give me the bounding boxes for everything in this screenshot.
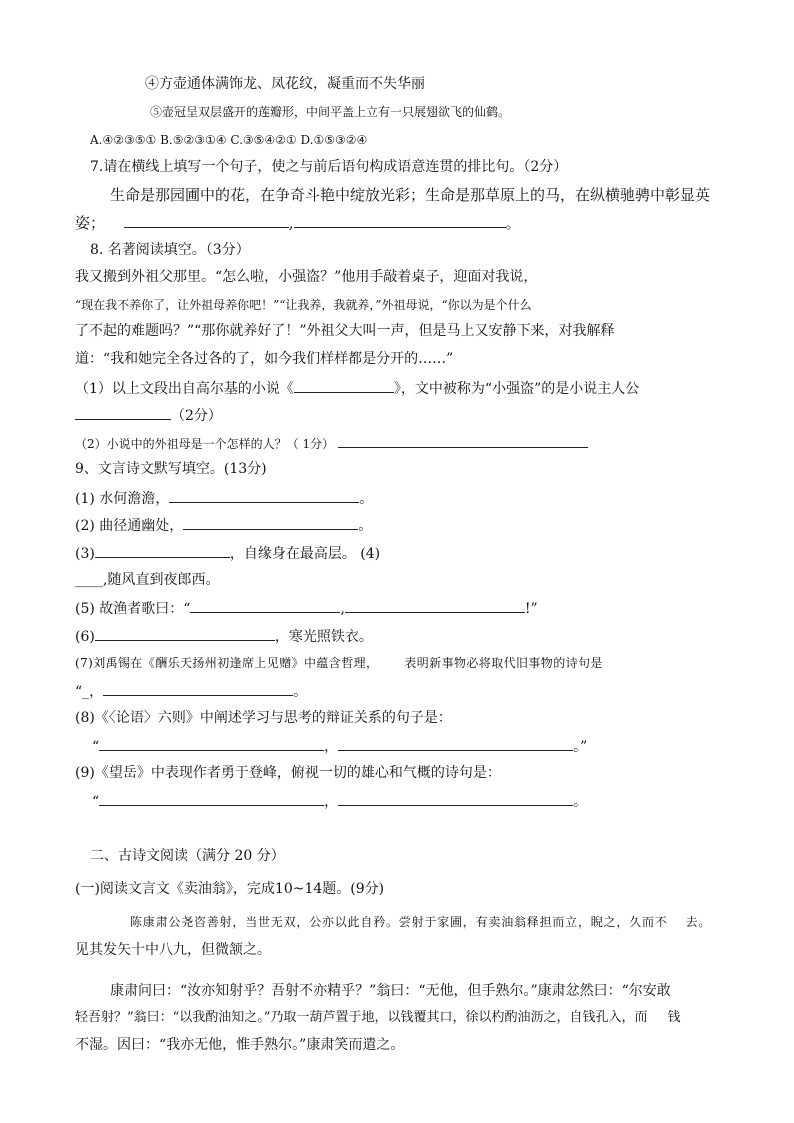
- question-9-9-line2: [92, 791, 587, 811]
- question-9-8-line2: [92, 736, 587, 756]
- item-text: (1) 水何澹澹，: [75, 491, 170, 507]
- passage-line: 我又搬到外祖父那里。“怎么啦，小强盗？”他用手敲着桌子，迎面对我说，: [75, 269, 538, 285]
- question-8-1-line2: [75, 405, 222, 425]
- passage-line: 了不起的难题吗？”“那你就养好了！”外祖父大叫一声，但是马上又安静下来，对我解释: [75, 323, 615, 339]
- score-note: （2分）: [171, 408, 222, 424]
- answer-blank[interactable]: [99, 791, 324, 806]
- question-7-blank-line: [75, 213, 521, 232]
- answer-blank[interactable]: [183, 515, 358, 530]
- answer-blank[interactable]: [124, 213, 289, 228]
- period: 。: [293, 684, 308, 700]
- question-9-5: [75, 598, 538, 618]
- answer-blank[interactable]: [345, 598, 525, 613]
- question-9-4: ____,随风直到夜郎西。: [75, 572, 220, 588]
- question-9-8: (8)《〈论语〉六则》中阐述学习与思考的辩证关系的句子是：: [75, 710, 452, 726]
- answer-blank[interactable]: [75, 405, 171, 420]
- classical-text-line: [75, 1009, 680, 1027]
- quote-close: 。”: [573, 739, 588, 755]
- question-9-3: [75, 543, 380, 563]
- question-8-1: [75, 378, 639, 398]
- classical-text-line: [130, 913, 711, 931]
- text-segment: 陈康肃公尧咨善射，当世无双，公亦以此自矜。尝射于家圃，有卖油翁释担而立，睨之，久而不: [130, 915, 668, 929]
- question-8-2-text: （2）小说中的外祖母是一个怎样的人？（ 1分）: [75, 437, 335, 451]
- item-text: (5) 故渔者歌曰：“: [75, 601, 191, 617]
- item-text: ，自缘身在最高层。 (4): [229, 546, 381, 562]
- answer-blank[interactable]: [95, 543, 230, 558]
- period: 。: [358, 518, 373, 534]
- comma: ，: [324, 794, 339, 810]
- item-text: (3): [75, 546, 95, 562]
- answer-blank[interactable]: [294, 213, 506, 228]
- section-2-heading: 二、古诗文阅读（满分 20 分）: [90, 848, 285, 864]
- question-9-2: [75, 515, 372, 535]
- question-7-text: 生命是那园圃中的花，在争奇斗艳中绽放光彩；生命是那草原上的马，在纵横驰骋中彰显英: [110, 186, 711, 204]
- answer-blank[interactable]: [95, 626, 275, 641]
- question-9-7-line2: [75, 681, 307, 701]
- option-line-5: ⑤壶冠呈双层盛开的莲瓣形，中间平盖上立有一只展翅欲飞的仙鹤。: [150, 105, 511, 119]
- answer-blank[interactable]: [294, 378, 394, 393]
- question-8-1-prefix: （1）以上文段出自高尔基的小说《: [75, 381, 294, 397]
- question-7-title: 7.请在横线上填写一个句子，使之与前后语句构成语意连贯的排比句。（2分）: [90, 159, 568, 175]
- classical-text-line: 不湿。因曰：“我亦无他，惟手熟尔。”康肃笑而遣之。: [75, 1037, 405, 1053]
- item-text: (7)刘禹锡在《酬乐天扬州初逢席上见赠》中蕴含哲理，: [75, 656, 379, 670]
- text-segment: 去。: [685, 915, 712, 929]
- period: 。: [573, 794, 588, 810]
- text-segment: 钱: [667, 1010, 681, 1025]
- question-8-title: 8. 名著阅读填空。（3分）: [90, 242, 250, 258]
- answer-choices: A.④②③⑤① B.⑤②③①④ C.③⑤④②① D.①⑤③②④: [90, 133, 368, 147]
- question-8-2: [75, 433, 588, 453]
- item-text: 表明新事物必将取代旧事物的诗句是: [404, 656, 603, 670]
- item-text: !”: [524, 601, 538, 617]
- item-text: ，寒光照铁衣。: [274, 629, 373, 645]
- question-9-title: 9、文言诗文默写填空。(13分): [75, 461, 267, 477]
- option-line-4: ④方壶通体满饰龙、凤花纹，凝重而不失华丽: [145, 76, 425, 92]
- question-7-prefix: 姿；: [75, 214, 106, 232]
- passage-line: “现在我不养你了，让外祖母养你吧！”“让我养，我就养，”外祖母说，“你以为是个什么: [75, 298, 532, 312]
- question-9-7: [75, 654, 603, 672]
- item-text: (2) 曲径通幽处，: [75, 518, 184, 534]
- reading-1-title: (一)阅读文言文《卖油翁》，完成10~14题。(9分): [75, 881, 385, 897]
- item-text: “_，: [75, 684, 104, 700]
- answer-blank[interactable]: [190, 598, 340, 613]
- quote-open: “: [92, 739, 100, 755]
- text-segment: 轻吾射？”翁曰：“以我酌油知之。”乃取一葫芦置于地，以钱覆其口，徐以杓酌油沥之，自钱孔入，而: [75, 1010, 648, 1025]
- item-text: (6): [75, 629, 95, 645]
- answer-blank[interactable]: [338, 433, 588, 448]
- answer-blank[interactable]: [338, 736, 573, 751]
- answer-blank[interactable]: [338, 791, 573, 806]
- classical-text-line: 见其发矢十中八九，但微颔之。: [75, 942, 271, 958]
- comma: ,: [288, 214, 294, 232]
- comma: ,: [340, 601, 345, 617]
- question-9-6: [75, 626, 373, 646]
- answer-blank[interactable]: [169, 488, 359, 503]
- period: 。: [359, 491, 374, 507]
- answer-blank[interactable]: [99, 736, 324, 751]
- question-9-1: [75, 488, 373, 508]
- question-9-9: (9)《望岳》中表现作者勇于登峰，俯视一切的雄心和气概的诗句是：: [75, 765, 501, 781]
- classical-text-line: 康肃问曰：“汝亦知射乎？吾射不亦精乎？”翁曰：“无他，但手熟尔。”康肃忿然曰：“尔安敢: [110, 983, 671, 999]
- comma: ，: [324, 739, 339, 755]
- passage-line: 道：“我和她完全各过各的了，如今我们样样都是分开的……”: [75, 351, 454, 367]
- quote-open: “: [92, 794, 100, 810]
- period: 。: [505, 214, 521, 232]
- answer-blank[interactable]: [103, 681, 293, 696]
- question-8-1-suffix: 》，文中被称为“小强盗”的是小说主人公: [393, 381, 640, 397]
